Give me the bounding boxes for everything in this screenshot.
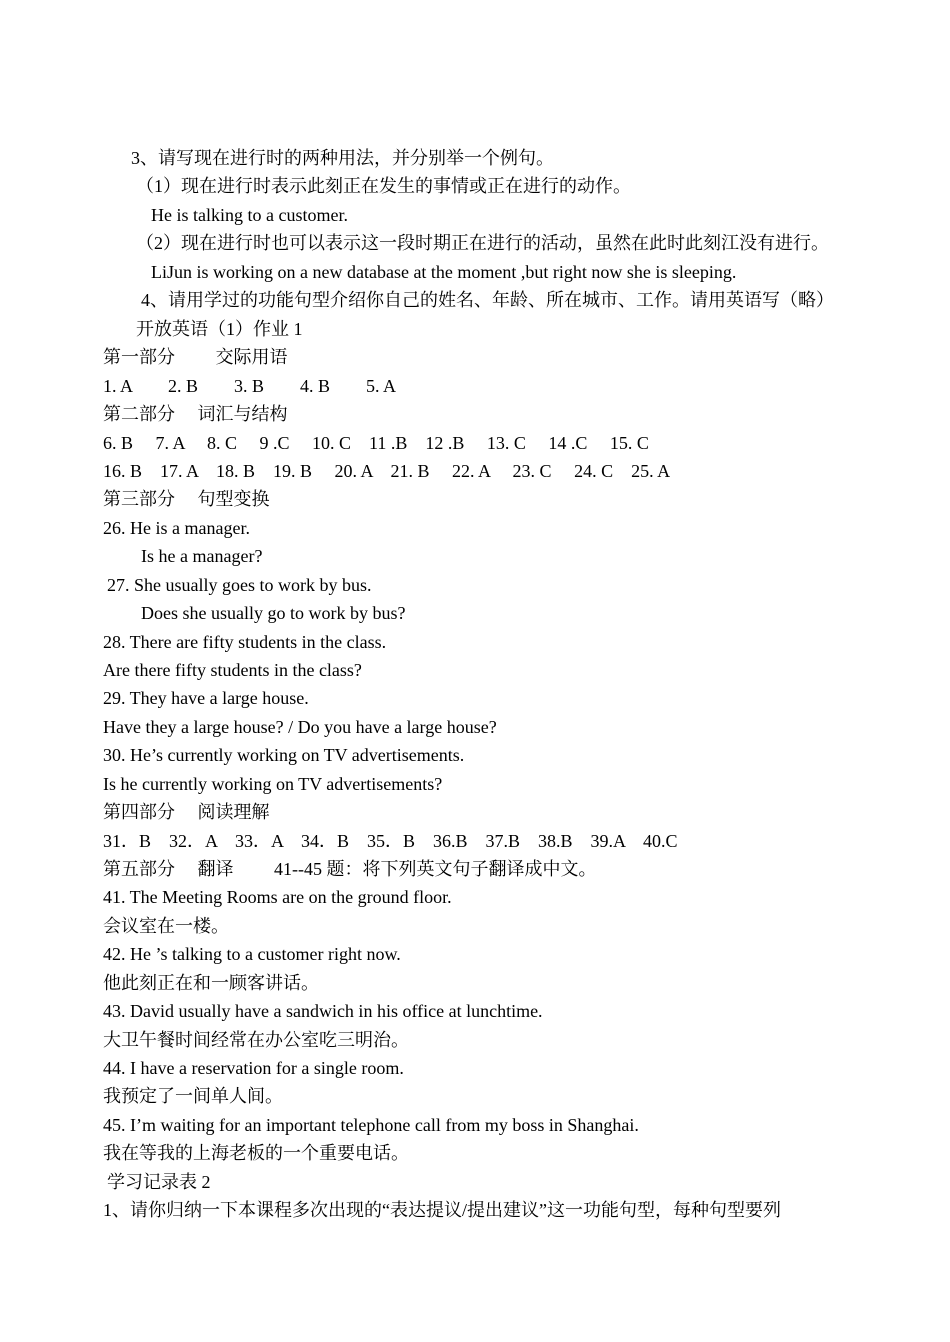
translation-sentence: 我预定了一间单人间。 xyxy=(103,1086,283,1106)
section-heading: 第三部分 句型变换 xyxy=(103,489,270,509)
answer-sentence: Have they a large house? / Do you have a large house? xyxy=(103,717,497,737)
question-sentence: 45. I’m waiting for an important telephone call from my boss in Shanghai. xyxy=(103,1115,639,1135)
section-heading: 第五部分 翻译 41--45 题：将下列英文句子翻译成中文。 xyxy=(103,859,597,879)
question-3: 3、请写现在进行时的两种用法，并分别举一个例句。 xyxy=(131,148,554,168)
answer-sentence: Are there fifty students in the class? xyxy=(103,660,362,680)
translation-sentence: 大卫午餐时间经常在办公室吃三明治。 xyxy=(103,1030,409,1050)
answer-sentence: Is he currently working on TV advertisements? xyxy=(103,774,443,794)
answer-row: 6. B 7. A 8. C 9 .C 10. C 11 .B 12 .B 13. C 14 .C 15. C xyxy=(103,433,649,453)
question-sentence: 43. David usually have a sandwich in his office at lunchtime. xyxy=(103,1001,543,1021)
question-sentence: 29. They have a large house. xyxy=(103,688,309,708)
answer-sentence: Is he a manager? xyxy=(141,546,263,566)
translation-sentence: 我在等我的上海老板的一个重要电话。 xyxy=(103,1143,409,1163)
usage-2: （2）现在进行时也可以表示这一段时期正在进行的活动，虽然在此时此刻江没有进行。 xyxy=(136,233,829,253)
answer-sentence: Does she usually go to work by bus? xyxy=(141,603,406,623)
example-1: He is talking to a customer. xyxy=(151,205,348,225)
answer-row: 16. B 17. A 18. B 19. B 20. A 21. B 22. A 23. C 24. C 25. A xyxy=(103,461,671,481)
question-sentence: 42. He ’s talking to a customer right now. xyxy=(103,944,401,964)
answer-row: 31．B 32．A 33．A 34．B 35．B 36.B 37.B 38.B 39.A 40.C xyxy=(103,831,678,851)
question-sentence: 28. There are fifty students in the class. xyxy=(103,632,387,652)
answer-row: 1. A 2. B 3. B 4. B 5. A xyxy=(103,376,397,396)
assignment-title: 开放英语（1）作业 1 xyxy=(136,319,303,339)
question-sentence: 27. She usually goes to work by bus. xyxy=(107,575,372,595)
example-2: LiJun is working on a new database at the moment ,but right now she is sleeping. xyxy=(151,262,737,282)
translation-sentence: 会议室在一楼。 xyxy=(103,916,229,936)
question-sentence: 30. He’s currently working on TV advertisements. xyxy=(103,745,465,765)
usage-1: （1）现在进行时表示此刻正在发生的事情或正在进行的动作。 xyxy=(136,176,631,196)
section-heading: 第一部分 交际用语 xyxy=(103,347,288,367)
question-sentence: 44. I have a reservation for a single room. xyxy=(103,1058,404,1078)
record-question-1: 1、请你归纳一下本课程多次出现的“表达提议/提出建议”这一功能句型，每种句型要列 xyxy=(103,1200,781,1220)
question-sentence: 26. He is a manager. xyxy=(103,518,250,538)
record-table-title: 学习记录表 2 xyxy=(107,1172,211,1192)
section-heading: 第四部分 阅读理解 xyxy=(103,802,270,822)
translation-sentence: 他此刻正在和一顾客讲话。 xyxy=(103,973,319,993)
question-4: 4、请用学过的功能句型介绍你自己的姓名、年龄、所在城市、工作。请用英语写（略） xyxy=(141,290,834,310)
section-heading: 第二部分 词汇与结构 xyxy=(103,404,288,424)
question-sentence: 41. The Meeting Rooms are on the ground floor. xyxy=(103,887,452,907)
